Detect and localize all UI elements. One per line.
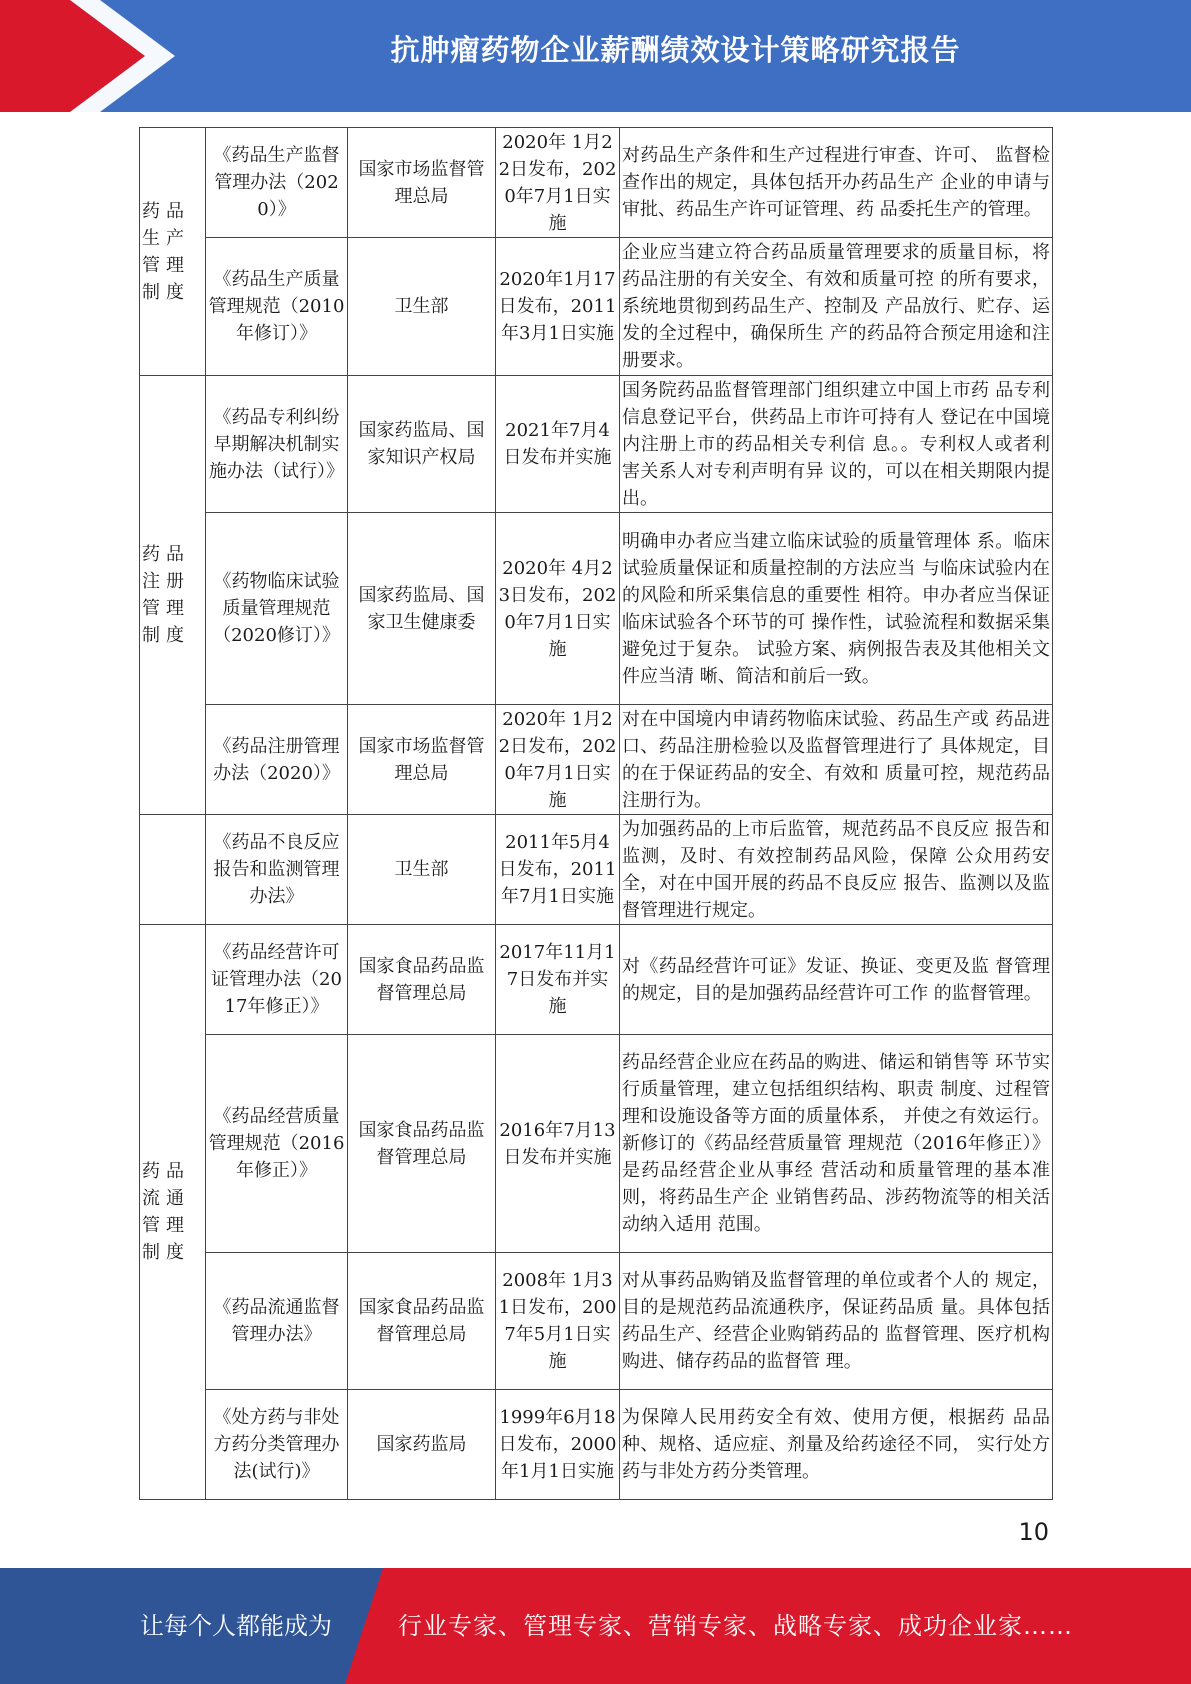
issue-date: 1999年6月18日发布，2000年1月1日实施 — [496, 1390, 620, 1500]
issue-date: 2021年7月4日发布并实施 — [496, 376, 620, 513]
regulation-description: 对从事药品购销及监督管理的单位或者个人的 规定，目的是规范药品流通秩序，保证药品质 量。具体包括药品生产、经营企业购销药品的 监督管理、医疗机构购进、储存药品的监督管 理。 — [620, 1253, 1053, 1390]
table-row — [140, 705, 1053, 815]
table-row — [140, 1035, 1053, 1253]
issuing-department: 国家市场监督管理总局 — [348, 128, 496, 238]
issuing-department: 国家食品药品监督管理总局 — [348, 925, 496, 1035]
table-row — [140, 376, 1053, 513]
issuing-department: 卫生部 — [348, 815, 496, 925]
report-title: 抗肿瘤药物企业薪酬绩效设计策略研究报告 — [390, 33, 961, 67]
table-row — [140, 128, 1053, 238]
regulation-table-grid — [139, 127, 1053, 1500]
regulation-name: 《药品生产质量管理规范（2010年修订）》 — [206, 238, 348, 376]
issue-date: 2020年 1月22日发布，2020年7月1日实施 — [496, 705, 620, 815]
issue-date: 2020年 1月22日发布，2020年7月1日实施 — [496, 128, 620, 238]
issue-date: 2008年 1月31日发布，2007年5月1日实施 — [496, 1253, 620, 1390]
table-row — [140, 238, 1053, 376]
regulation-name: 《药物临床试验质量管理规范（2020修订）》 — [206, 513, 348, 705]
regulation-name: 《药品注册管理办法（2020）》 — [206, 705, 348, 815]
regulation-description: 明确申办者应当建立临床试验的质量管理体 系。临床试验质量保证和质量控制的方法应当 与临床试验内在的风险和所采集信息的重要性 相符。申办者应当保证临床试验各个环节的可 操作性，试验流程和数据采集避免过于复杂。 试验方案、病例报告表及其他相关文件应当清 晰、简洁和前后一致。 — [620, 513, 1053, 705]
issuing-department: 卫生部 — [348, 238, 496, 376]
regulation-description: 对《药品经营许可证》发证、换证、变更及监 督管理的规定，目的是加强药品经营许可工作 的监督管理。 — [620, 925, 1053, 1035]
category-cell: 药品注册管理制度 — [140, 376, 206, 815]
regulation-name: 《药品流通监督管理办法》 — [206, 1253, 348, 1390]
page-footer — [0, 1568, 1191, 1684]
regulation-name: 《药品经营许可证管理办法（2017年修正）》 — [206, 925, 348, 1035]
issuing-department: 国家食品药品监督管理总局 — [348, 1035, 496, 1253]
issuing-department: 国家市场监督管理总局 — [348, 705, 496, 815]
regulation-description: 国务院药品监督管理部门组织建立中国上市药 品专利信息登记平台，供药品上市许可持有人 登记在中国境内注册上市的药品相关专利信 息。。专利权人或者利害关系人对专利声明有异 议的，可以在相关期限内提出。 — [620, 376, 1053, 513]
issuing-department: 国家药监局、国家知识产权局 — [348, 376, 496, 513]
issue-date: 2016年7月13日发布并实施 — [496, 1035, 620, 1253]
regulation-description: 对在中国境内申请药物临床试验、药品生产或 药品进口、药品注册检验以及监督管理进行了 具体规定，目的在于保证药品的安全、有效和 质量可控，规范药品注册行为。 — [620, 705, 1053, 815]
issuing-department: 国家药监局 — [348, 1390, 496, 1500]
issue-date: 2011年5月4日发布，2011年7月1日实施 — [496, 815, 620, 925]
regulation-name: 《药品生产监督管理办法（2020）》 — [206, 128, 348, 238]
issue-date: 2017年11月17日发布并实施 — [496, 925, 620, 1035]
category-cell: 药品生产管理制度 — [140, 128, 206, 376]
table-row — [140, 1253, 1053, 1390]
table-row — [140, 925, 1053, 1035]
regulation-name: 《药品专利纠纷早期解决机制实施办法（试行）》 — [206, 376, 348, 513]
table-row — [140, 815, 1053, 925]
table-row — [140, 1390, 1053, 1500]
regulation-description: 为保障人民用药安全有效、使用方便，根据药 品品种、规格、适应症、剂量及给药途径不同， 实行处方药与非处方药分类管理。 — [620, 1390, 1053, 1500]
issuing-department: 国家药监局、国家卫生健康委 — [348, 513, 496, 705]
regulation-name: 《药品不良反应报告和监测管理办法》 — [206, 815, 348, 925]
footer-slogan-right: 行业专家、管理专家、营销专家、战略专家、成功企业家…… — [398, 1612, 1073, 1640]
page-header — [0, 0, 1191, 112]
page-number: 10 — [1018, 1518, 1049, 1546]
category-cell — [140, 815, 206, 925]
issue-date: 2020年 4月23日发布，2020年7月1日实施 — [496, 513, 620, 705]
regulation-name: 《处方药与非处方药分类管理办法(试行)》 — [206, 1390, 348, 1500]
category-cell: 药品流通管理制度 — [140, 925, 206, 1500]
regulation-table — [139, 127, 1052, 1500]
table-row — [140, 513, 1053, 705]
regulation-description: 为加强药品的上市后监管，规范药品不良反应 报告和监测，及时、有效控制药品风险，保障 公众用药安全，对在中国开展的药品不良反应 报告、监测以及监督管理进行规定。 — [620, 815, 1053, 925]
footer-slogan-left: 让每个人都能成为 — [140, 1612, 332, 1640]
regulation-name: 《药品经营质量管理规范（2016年修正）》 — [206, 1035, 348, 1253]
regulation-description: 对药品生产条件和生产过程进行审查、许可、 监督检查作出的规定，具体包括开办药品生产 企业的申请与审批、药品生产许可证管理、药 品委托生产的管理。 — [620, 128, 1053, 238]
issuing-department: 国家食品药品监督管理总局 — [348, 1253, 496, 1390]
regulation-description: 企业应当建立符合药品质量管理要求的质量目标，将药品注册的有关安全、有效和质量可控 的所有要求，系统地贯彻到药品生产、控制及 产品放行、贮存、运发的全过程中，确保所生 产的药品符合预定用途和注册要求。 — [620, 238, 1053, 376]
issue-date: 2020年1月17日发布，2011年3月1日实施 — [496, 238, 620, 376]
regulation-description: 药品经营企业应在药品的购进、储运和销售等 环节实行质量管理，建立包括组织结构、职责 制度、过程管理和设施设备等方面的质量体系， 并使之有效运行。新修订的《药品经营质量管 理规范（2016年修正）》是药品经营企业从事经 营活动和质量管理的基本准则，将药品生产企 业销售药品、涉药物流等的相关活动纳入适用 范围。 — [620, 1035, 1053, 1253]
